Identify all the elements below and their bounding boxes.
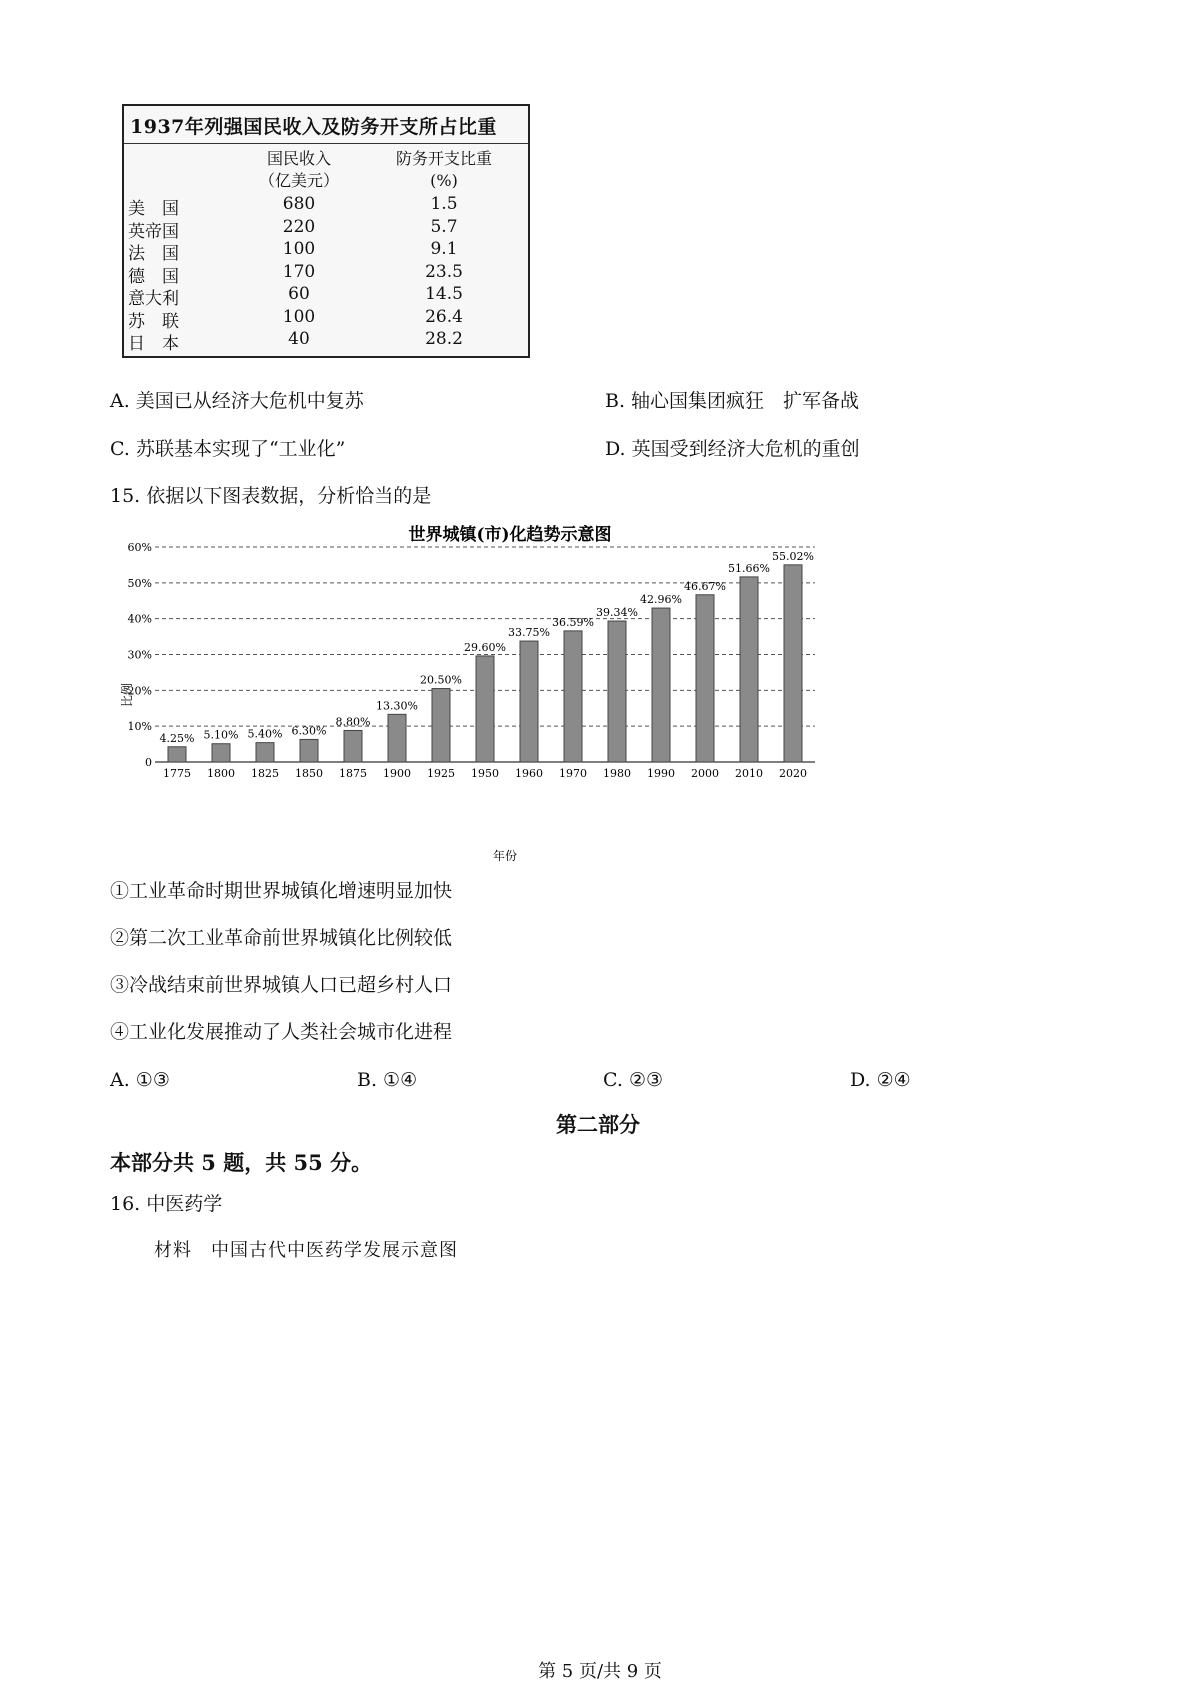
col-ratio-header-line1: 防务开支比重 bbox=[395, 149, 492, 168]
bar-1950 bbox=[476, 656, 494, 762]
income-cell: 170 bbox=[282, 261, 316, 282]
col-income-header-line1: 国民收入 bbox=[266, 149, 331, 168]
data-label: 51.66% bbox=[728, 561, 770, 575]
country-cell: 日 本 bbox=[128, 334, 179, 354]
q14-option-c[interactable]: C. 苏联基本实现了“工业化” bbox=[110, 438, 346, 460]
ratio-cell: 26.4 bbox=[425, 306, 463, 327]
x-tick-label: 1970 bbox=[559, 767, 587, 780]
table-row bbox=[124, 284, 528, 307]
bar-1825 bbox=[256, 743, 274, 762]
y-tick-label: 60% bbox=[127, 541, 152, 554]
q15-option-a[interactable]: A. ①③ bbox=[110, 1069, 170, 1091]
bar-1800 bbox=[212, 744, 230, 762]
q15-statement-3: ③冷战结束前世界城镇人口已超乡村人口 bbox=[110, 974, 453, 996]
table-row bbox=[124, 194, 528, 217]
bar-1875 bbox=[344, 730, 362, 762]
ratio-cell: 5.7 bbox=[430, 216, 458, 237]
q16-title: 16. 中医药学 bbox=[110, 1193, 223, 1215]
data-label: 33.75% bbox=[508, 626, 550, 640]
x-tick-label: 1850 bbox=[295, 767, 323, 780]
x-tick-label: 1990 bbox=[647, 767, 675, 780]
x-tick-label: 1950 bbox=[471, 767, 499, 780]
ratio-cell: 14.5 bbox=[425, 284, 463, 304]
q15-stem: 15. 依据以下图表数据，分析恰当的是 bbox=[110, 485, 432, 507]
data-label: 39.34% bbox=[596, 606, 638, 620]
country-cell: 美 国 bbox=[128, 199, 179, 219]
bar-2020 bbox=[784, 565, 802, 762]
country-cell: 英帝国 bbox=[128, 221, 179, 242]
col-ratio-header-line2: (%) bbox=[430, 171, 458, 190]
table-row bbox=[124, 307, 528, 330]
ratio-cell: 23.5 bbox=[425, 261, 463, 282]
table-title: 1937年列强国民收入及防务开支所占比重 bbox=[124, 112, 528, 144]
chart-y-label: 比例 bbox=[120, 682, 134, 708]
part2-intro: 本部分共 5 题，共 55 分。 bbox=[110, 1150, 373, 1175]
data-label: 6.30% bbox=[291, 724, 327, 738]
data-label: 13.30% bbox=[376, 699, 418, 713]
y-tick-label: 10% bbox=[127, 720, 152, 734]
bar-1900 bbox=[388, 714, 406, 762]
data-label: 20.50% bbox=[420, 673, 462, 687]
q15-option-b[interactable]: B. ①④ bbox=[357, 1069, 418, 1091]
x-tick-label: 1800 bbox=[207, 767, 235, 780]
ratio-cell: 1.5 bbox=[430, 194, 458, 214]
bar-1990 bbox=[652, 608, 670, 762]
income-cell: 680 bbox=[282, 194, 316, 214]
x-tick-label: 1980 bbox=[603, 767, 631, 780]
y-tick-label: 50% bbox=[127, 576, 152, 590]
bar-1850 bbox=[300, 739, 318, 762]
x-tick-label: 1925 bbox=[427, 767, 455, 780]
defense-spending-table bbox=[122, 104, 530, 358]
country-cell: 法 国 bbox=[128, 244, 179, 264]
bar-1775 bbox=[168, 747, 186, 762]
chart-y-ticks bbox=[128, 541, 152, 769]
bar-1960 bbox=[520, 641, 538, 762]
income-cell: 40 bbox=[288, 329, 310, 349]
x-tick-label: 2000 bbox=[691, 767, 719, 780]
q14-option-a[interactable]: A. 美国已从经济大危机中复苏 bbox=[110, 390, 364, 412]
q16-material-caption: 材料 中国古代中医药学发展示意图 bbox=[154, 1240, 458, 1261]
data-label: 5.40% bbox=[247, 727, 283, 741]
data-label: 55.02% bbox=[772, 549, 814, 563]
y-tick-label: 20% bbox=[127, 684, 152, 698]
x-tick-label: 1825 bbox=[251, 767, 279, 780]
bar-2000 bbox=[696, 595, 714, 762]
bar-1925 bbox=[432, 689, 450, 762]
y-tick-label: 0 bbox=[145, 756, 152, 769]
income-cell: 220 bbox=[282, 216, 316, 237]
x-tick-label: 1875 bbox=[339, 767, 367, 780]
x-tick-label: 1775 bbox=[163, 767, 191, 780]
ratio-cell: 28.2 bbox=[425, 329, 463, 349]
q15-option-c[interactable]: C. ②③ bbox=[603, 1069, 664, 1091]
chart-x-label: 年份 bbox=[492, 849, 518, 863]
q14-option-d[interactable]: D. 英国受到经济大危机的重创 bbox=[605, 438, 860, 460]
col-income-header bbox=[244, 148, 354, 192]
data-label: 8.80% bbox=[335, 715, 371, 729]
country-cell: 苏 联 bbox=[128, 311, 179, 332]
chart-x-ticks bbox=[163, 767, 807, 780]
bar-1970 bbox=[564, 631, 582, 762]
q15-statement-4: ④工业化发展推动了人类社会城市化进程 bbox=[110, 1021, 453, 1043]
part2-heading: 第二部分 bbox=[556, 1112, 640, 1137]
col-ratio-header bbox=[379, 148, 509, 192]
data-label: 29.60% bbox=[464, 640, 506, 654]
data-label: 4.25% bbox=[159, 731, 195, 745]
country-cell: 德 国 bbox=[128, 266, 179, 287]
data-label: 36.59% bbox=[552, 615, 594, 629]
table-row bbox=[124, 262, 528, 285]
y-tick-label: 30% bbox=[127, 648, 152, 662]
country-cell: 意大利 bbox=[128, 289, 179, 309]
bar-1980 bbox=[608, 621, 626, 762]
x-tick-label: 2010 bbox=[735, 767, 763, 780]
table-row bbox=[124, 329, 528, 352]
col-income-header-line2: （亿美元） bbox=[258, 171, 339, 190]
q15-option-d[interactable]: D. ②④ bbox=[850, 1069, 911, 1091]
chart-title: 世界城镇(市)化趋势示意图 bbox=[408, 525, 612, 545]
x-tick-label: 1900 bbox=[383, 767, 411, 780]
q14-option-b[interactable]: B. 轴心国集团疯狂 扩军备战 bbox=[605, 390, 860, 412]
table-row bbox=[124, 217, 528, 240]
q15-statement-1: ①工业革命时期世界城镇化增速明显加快 bbox=[110, 880, 453, 902]
table-row bbox=[124, 239, 528, 262]
page-footer: 第 5 页/共 9 页 bbox=[538, 1661, 662, 1682]
x-tick-label: 2020 bbox=[779, 767, 807, 780]
urbanization-chart bbox=[120, 520, 895, 865]
bar-2010 bbox=[740, 577, 758, 762]
income-cell: 100 bbox=[282, 239, 316, 259]
data-label: 5.10% bbox=[203, 728, 239, 742]
data-label: 42.96% bbox=[640, 593, 682, 607]
income-cell: 60 bbox=[288, 284, 310, 304]
income-cell: 100 bbox=[282, 306, 316, 327]
ratio-cell: 9.1 bbox=[430, 239, 458, 259]
q15-statement-2: ②第二次工业革命前世界城镇化比例较低 bbox=[110, 927, 453, 949]
data-label: 46.67% bbox=[684, 579, 726, 593]
y-tick-label: 40% bbox=[127, 612, 152, 626]
x-tick-label: 1960 bbox=[515, 767, 543, 780]
